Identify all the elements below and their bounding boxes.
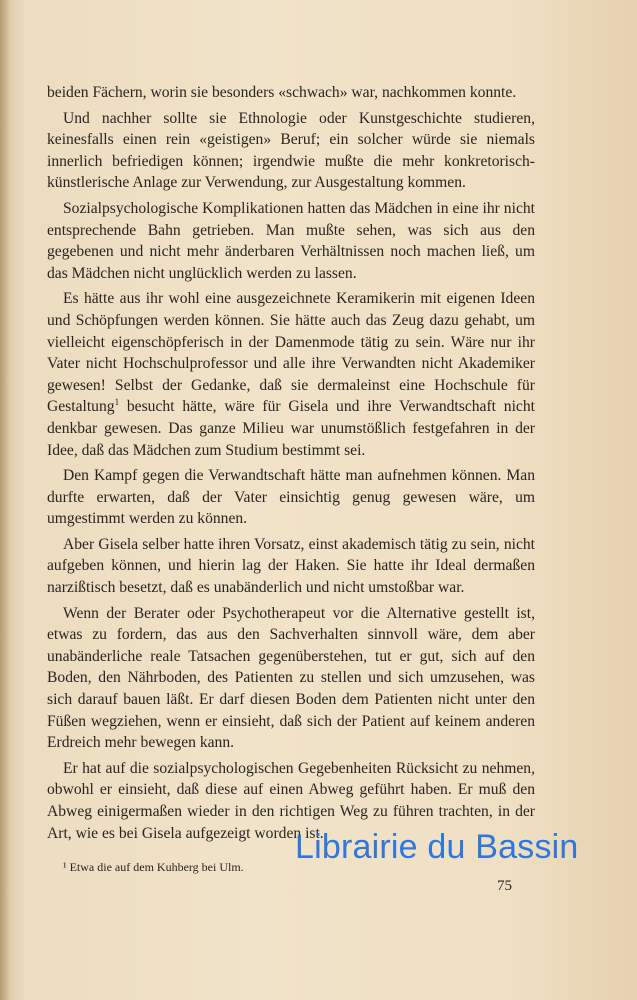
paragraph-6: Aber Gisela selber hatte ihren Vorsatz, einst akademisch tätig zu sein, nicht aufgeben können, und hierin lag der Haken. Sie hatte ihr Ideal dermaßen narzißtisch besetzt, daß es unabänderlich und nicht umstoßbar war. bbox=[47, 535, 535, 597]
footnote: ¹ Etwa die auf dem Kuhberg bei Ulm. bbox=[63, 860, 244, 874]
footnote-marker: 1 bbox=[114, 397, 120, 408]
paragraph-4-part-1: Es hätte aus ihr wohl eine ausgezeichnete Keramikerin mit eigenen Ideen und Schöpfungen werden können. Sie hätte auch das Zeug dazu gehabt, um vielleicht eigenschöpferisch in der Damenmode tätig zu sein. Wäre nur ihr Vater nicht Hochschulprofessor und alle ihre Verwandten nicht Akademiker gewesen! Selbst der Gedanke, daß sie dermaleinst eine Hochschule für Gestaltung bbox=[47, 290, 535, 416]
paragraph-5: Den Kampf gegen die Verwandtschaft hätte man aufnehmen können. Man durfte erwarten, daß der Vater einsichtig genug gewesen wäre, um umgestimmt werden zu können. bbox=[47, 467, 535, 528]
seller-watermark: Librairie du Bassin bbox=[295, 828, 579, 866]
page-number: 75 bbox=[497, 878, 512, 894]
paragraph-8: Er hat auf die sozialpsychologischen Gegebenheiten Rücksicht zu nehmen, obwohl er einsieht, daß diese auf einen Abweg geführt haben. Er muß den Abweg einigermaßen wieder in den richtigen Weg zu führen trachten, in der Art, wie es bei Gisela aufgezeigt worden ist. bbox=[47, 759, 535, 842]
paragraph-4 bbox=[47, 288, 535, 461]
paragraph-1: beiden Fächern, worin sie besonders «schwach» war, nachkommen konnte. bbox=[47, 84, 517, 101]
page-gutter-shadow bbox=[0, 0, 10, 1000]
paragraph-2: Und nachher sollte sie Ethnologie oder Kunstgeschichte studieren, keinesfalls einen rein «geistigen» Beruf; ein solcher würde sie niemals innerlich befriedigen können; irgendwie mußte die mehr konkretorisch-künstlerische Anlage zur Verwendung, zur Ausgestaltung kommen. bbox=[47, 109, 535, 192]
paragraph-4-part-2: besucht hätte, wäre für Gisela und ihre Verwandtschaft nicht denkbar gewesen. Das ganze Milieu war unumstößlich festgefahren in der Idee, daß das Mädchen zum Studium bestimmt sei. bbox=[47, 398, 535, 459]
body-text bbox=[47, 82, 535, 848]
paragraph-7: Wenn der Berater oder Psychotherapeut vor die Alternative gestellt ist, etwas zu fordern, das aus den Sachverhalten sinnvoll wäre, dem aber unabänderliche reale Tatsachen gegenüberstehen, tut er gut, sich auf den Boden, den Nährboden, des Patienten zu stellen und sich umzusehen, was sich darauf bauen läßt. Er darf diesen Boden dem Patienten nicht unter den Füßen wegziehen, wenn er einsieht, daß sich der Patient auf keinem anderen Erdreich mehr bewegen kann. bbox=[47, 604, 535, 752]
paragraph-3: Sozialpsychologische Komplikationen hatten das Mädchen in eine ihr nicht entsprechende Bahn getrieben. Man mußte sehen, was sich aus den gegebenen und nicht mehr änderbaren Verhältnissen noch machen ließ, um das Mädchen nicht unglücklich werden zu lassen. bbox=[47, 199, 535, 282]
